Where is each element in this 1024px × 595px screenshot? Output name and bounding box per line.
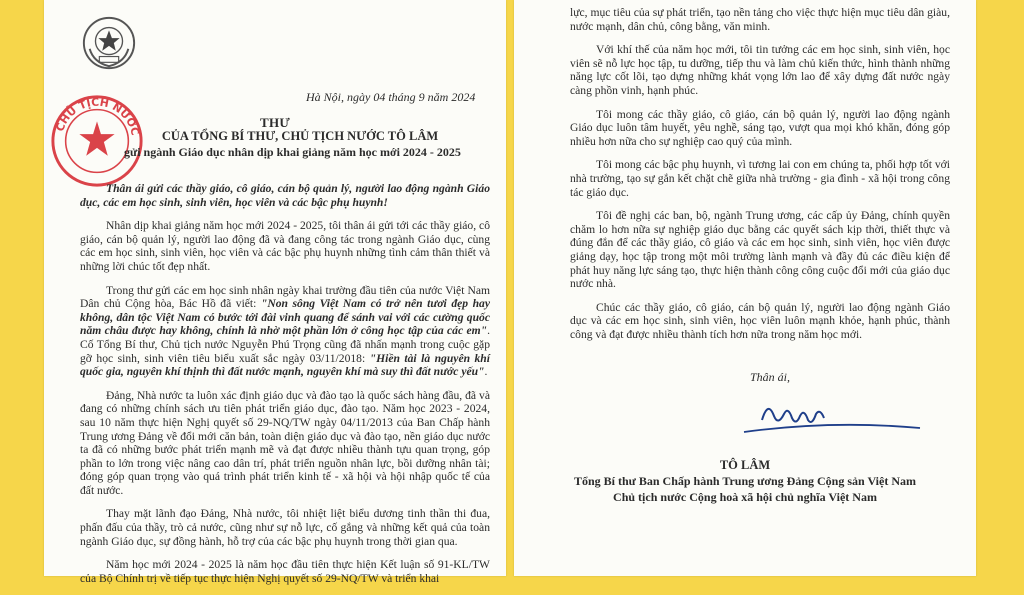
letter-subtitle-recipient: gửi ngành Giáo dục nhân dịp khai giảng năm học mới 2024 - 2025 [124,145,461,159]
paragraph: Thay mặt lãnh đạo Đảng, Nhà nước, tôi nhiệt liệt biểu dương tinh thần thi đua, phấn đấu của thầy, trò cả nước, cũng như sự nỗ lực, cố gắng và những kết quả của toàn ngành Giáo dục, sự đồng hành, hỗ trợ của các bậc phụ huynh trong thời gian qua. [80,507,490,548]
signer-name: TÔ LÂM [719,458,771,472]
greeting: Thân ái gửi các thầy giáo, cô giáo, cán bộ quản lý, người lao động ngành Giáo dục, các em học sinh, sinh viên, học viên và các bậc phụ huynh! [80,182,490,209]
letter-body-right [570,6,950,351]
signature-icon [742,390,922,440]
letter-title: THƯ [259,115,291,130]
paragraph: lực, mục tiêu của sự phát triển, tạo nền tảng cho việc thực hiện mục tiêu dân giàu, nước mạnh, dân chủ, công bằng, văn minh. [570,6,950,33]
paragraph: Nhân dịp khai giảng năm học mới 2024 - 2025, tôi thân ái gửi tới các thầy giáo, cô giáo, cán bộ quản lý, người lao động đã và đang công tác trong ngành Giáo dục, cùng các em học sinh, sinh viên, học viên và các bậc phụ huynh những tình cảm thân thiết và những lời chúc tốt đẹp nhất. [80,219,490,273]
paragraph: Tôi mong các thầy giáo, cô giáo, cán bộ quản lý, người lao động ngành Giáo dục luôn tâm huyết, yêu nghề, sáng tạo, vượt qua mọi khó khăn, đóng góp nhiều hơn nữa cho sự nghiệp cao quý của mình. [570,107,950,148]
paragraph: Chúc các thầy giáo, cô giáo, cán bộ quản lý, người lao động ngành Giáo dục và các em học sinh, sinh viên, học viên luôn mạnh khỏe, hạnh phúc, thành công và đạt được nhiều thành tích hơn nữa trong năm học mới. [570,300,950,341]
paragraph: Tôi mong các bậc phụ huynh, vì tương lai con em chúng ta, phối hợp tốt với nhà trường, tạo sự gắn kết chặt chẽ giữa nhà trường - gia đình - xã hội trong công tác giáo dục. [570,158,950,199]
paragraph: Năm học mới 2024 - 2025 là năm học đầu tiên thực hiện Kết luận số 91-KL/TW của Bộ Chính trị về tiếp tục thực hiện Nghị quyết số 29-NQ/TW và triển khai [80,558,490,585]
signer-title: Chủ tịch nước Cộng hoà xã hội chủ nghĩa Việt Nam [613,490,877,504]
paragraph: Trong thư gửi các em học sinh nhân ngày khai trường đầu tiên của nước Việt Nam Dân chủ Cộng hòa, Bác Hồ đã viết: "Non sông Việt Nam có trở nên tươi đẹp hay không, dân tộc Việt Nam có bước tới đài vinh quang để sánh vai với các cường quốc năm châu được hay không, chính là nhờ một phần lớn ở công học tập của các em". Cố Tổng Bí thư, Chủ tịch nước Nguyễn Phú Trọng cũng đã nhấn mạnh trong cuộc gặp gỡ học sinh, sinh viên tiêu biểu xuất sắc ngày 03/11/2018: "Hiền tài là nguyên khí quốc gia, nguyên khí thịnh thì đất nước mạnh, nguyên khí mà suy thì đất nước yếu". [80,283,491,379]
paragraph: Tôi đề nghị các ban, bộ, ngành Trung ương, các cấp ủy Đảng, chính quyền chăm lo hơn nữa sự nghiệp giáo dục bằng các quyết sách kịp thời, thiết thực và đúng đắn để các thầy giáo, cô giáo và các em học sinh, sinh viên, học viên được giảng dạy, học tập trong một môi trường lành mạnh và đầy đủ các điều kiện để phát huy năng lực sáng tạo, thực hiện thành công công cuộc đổi mới của giáo dục nước nhà. [570,209,950,291]
closing: Thân ái, [750,370,791,384]
letter-page-left [44,0,506,585]
paragraph: Đảng, Nhà nước ta luôn xác định giáo dục và đào tạo là quốc sách hàng đầu, đã và đang có những chính sách ưu tiên phát triển giáo dục, đào tạo. Năm học 2023 - 2024, sau 10 năm thực hiện Nghị quyết số 29-NQ/TW ngày 04/11/2013 của Ban Chấp hành Trung ương Đảng về đổi mới căn bản, toàn diện giáo dục và đào tạo, nền giáo dục nước ta đã có những bước phát triển mạnh mẽ và đạt được nhiều thành tựu quan trọng, góp phần to lớn trong việc nâng cao dân trí, phát triển nguồn nhân lực, bồi dưỡng nhân tài; đóng góp quan trọng vào quá trình phát triển kinh tế - xã hội và hội nhập quốc tế của đất nước. [80,388,490,497]
letter-date: Hà Nội, ngày 04 tháng 9 năm 2024 [306,90,476,104]
letter-subtitle: CỦA TỔNG BÍ THƯ, CHỦ TỊCH NƯỚC TÔ LÂM [161,129,439,143]
national-emblem-icon [80,14,138,72]
letter-page-right [514,0,976,576]
signer-title: Tổng Bí thư Ban Chấp hành Trung ương Đảng Cộng sản Việt Nam [573,474,917,488]
letter-body-left [80,182,490,595]
paragraph: Với khí thế của năm học mới, tôi tin tưởng các em học sinh, sinh viên, học viên sẽ nỗ lực học tập, tu dưỡng, tiếp thu và làm chủ kiến thức, hình thành những năng lực cốt lõi, tạo dựng những khát vọng lớn lao để xây dựng đất nước ngày càng phồn vinh, hạnh phúc. [570,43,950,97]
svg-text:CHỦ TỊCH NƯỚC: CHỦ TỊCH NƯỚC [53,95,142,137]
